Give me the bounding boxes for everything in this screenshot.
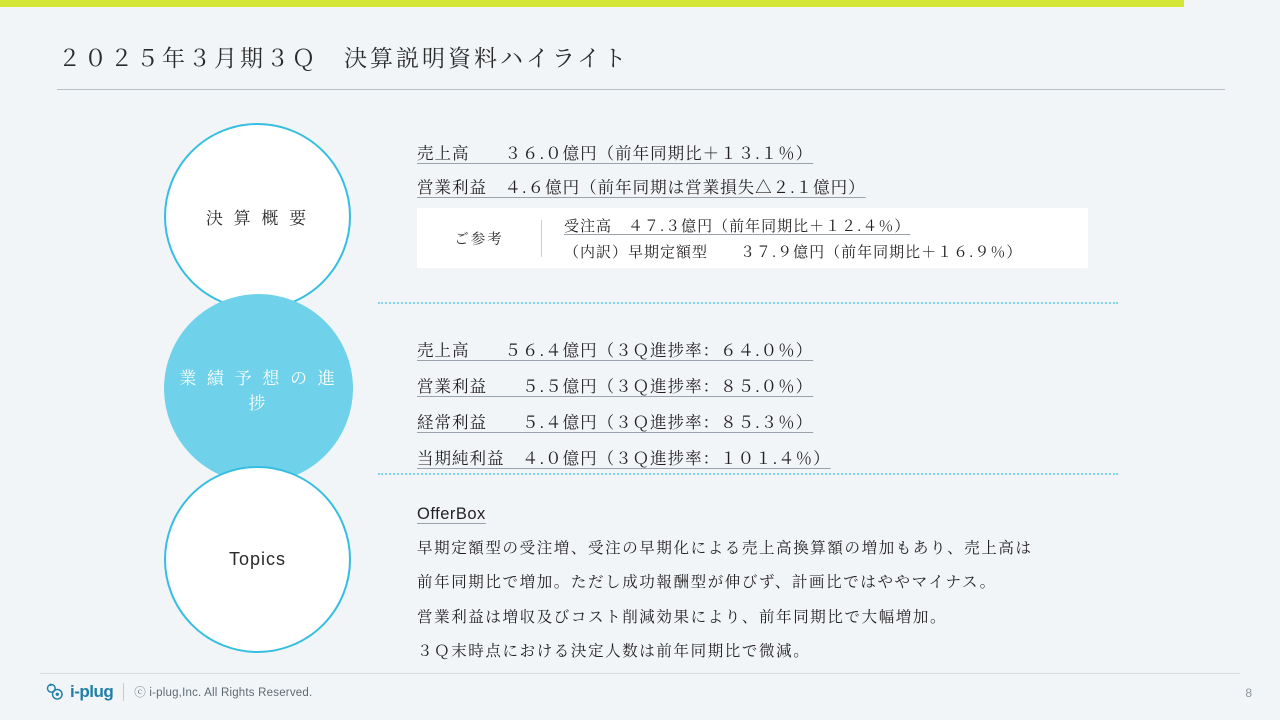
summary-section [417, 140, 866, 208]
section-circle-summary [164, 123, 351, 310]
forecast-line-revenue: 売上高 ５６.４億円（３Ｑ進捗率：６４.０％） [417, 342, 814, 360]
i-plug-logo-icon [44, 681, 66, 703]
topics-paragraph-4: ３Ｑ末時点における決定人数は前年同期比で微減。 [417, 643, 811, 661]
title-divider [57, 89, 1225, 90]
topics-body [417, 534, 1033, 667]
reference-line-orders: 受注高 ４７.３億円（前年同期比＋１２.４％） [564, 217, 911, 235]
section-circle-forecast-label: 業 績 予 想 の 進 捗 [179, 368, 338, 413]
copyright-text: ⓒ i-plug,Inc. All Rights Reserved. [134, 687, 313, 699]
reference-box [417, 208, 1088, 268]
forecast-line-operating-profit: 営業利益 ５.５億円（３Ｑ進捗率：８５.０％） [417, 378, 814, 396]
logo-divider [123, 683, 124, 701]
reference-line-breakdown: （内訳）早期定額型 ３７.９億円（前年同期比＋１６.９％） [564, 243, 1023, 261]
summary-line-operating-profit: 営業利益 ４.６億円（前年同期は営業損失△２.１億円） [417, 179, 866, 197]
section-circle-summary-label: 決 算 概 要 [205, 209, 310, 228]
top-accent-bar [0, 0, 1280, 7]
top-accent-bar-gap [1184, 0, 1280, 7]
forecast-line-net-income: 当期純利益 ４.０億円（３Ｑ進捗率：１０１.４％） [417, 450, 831, 468]
forecast-line-ordinary-profit: 経常利益 ５.４億円（３Ｑ進捗率：８５.３％） [417, 414, 814, 432]
section-circle-topics [164, 466, 351, 653]
page-title: ２０２５年３月期３Ｑ 決算説明資料ハイライト [58, 45, 630, 71]
topics-heading: OfferBox [417, 505, 486, 523]
section-circle-topics-label: Topics [228, 549, 287, 569]
topics-paragraph-1: 早期定額型の受注増、受注の早期化による売上高換算額の増加もあり、売上高は [417, 540, 1033, 557]
footer-logo [44, 681, 312, 703]
logo-text: i-plug [70, 682, 114, 701]
section-circle-forecast [164, 294, 353, 483]
page-number: 8 [1245, 686, 1252, 700]
footer-divider [40, 673, 1240, 674]
topics-paragraph-3: 営業利益は増収及びコスト削減効果により、前年同期比で大幅増加。 [417, 608, 948, 626]
topics-paragraph-2: 前年同期比で増加。ただし成功報酬型が伸びず、計画比ではややマイナス。 [417, 574, 997, 592]
summary-line-revenue: 売上高 ３６.０億円（前年同期比＋１３.１％） [417, 145, 814, 163]
reference-label: ご参考 [454, 231, 504, 248]
reference-lines [542, 215, 1022, 262]
forecast-section [417, 337, 831, 481]
section-divider-1 [378, 302, 1118, 304]
topics-section [417, 505, 1033, 672]
